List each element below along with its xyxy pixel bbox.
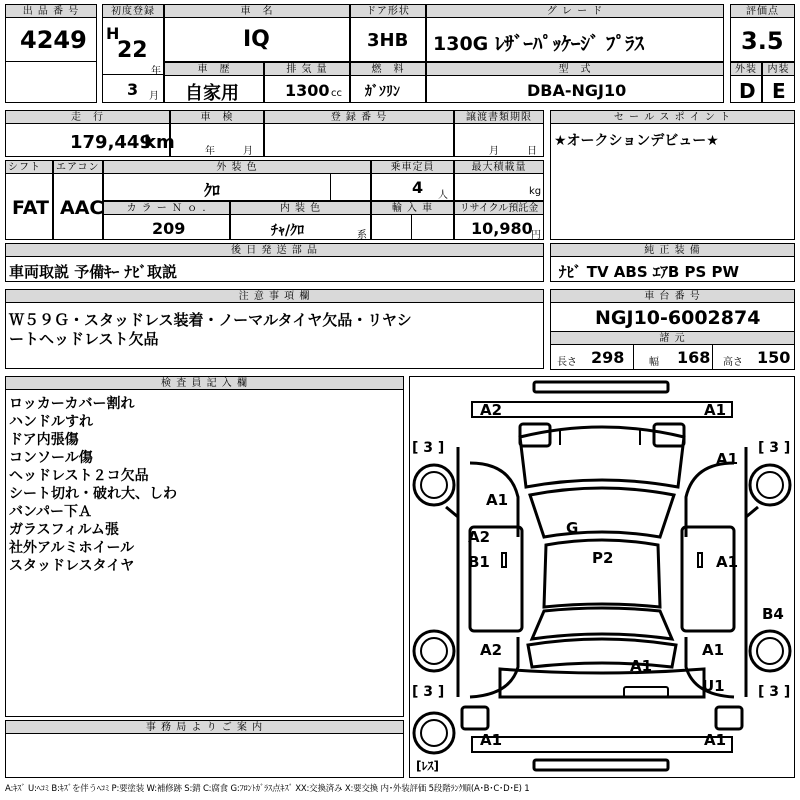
chassis-value: NGJ10-6002874 xyxy=(595,307,761,329)
model-cell xyxy=(426,75,724,103)
car-name-header: 車 名 xyxy=(164,4,350,18)
car-diagram xyxy=(409,376,795,778)
color-value: ｸﾛ xyxy=(204,181,221,200)
label-tire-fl: [ 3 ] xyxy=(412,440,445,456)
score-value: 3.5 xyxy=(741,27,784,55)
int-color-cell xyxy=(230,214,371,240)
lot-no-blank xyxy=(5,61,97,103)
notes-line-2: ートヘッドレスト欠品 xyxy=(9,330,159,348)
lot-no-header: 出 品 番 号 xyxy=(5,4,97,18)
label-spare: [ﾚｽ] xyxy=(416,759,439,773)
exterior-value: D xyxy=(739,79,756,103)
grade-header: グ レ ー ド xyxy=(426,4,724,18)
label-hood: A1 xyxy=(486,491,509,509)
door-value: 3HB xyxy=(367,30,409,51)
shift-header: シフト xyxy=(5,160,53,174)
later-parts-header: 後 日 発 送 部 品 xyxy=(5,243,544,257)
label-rear-bumper-right: U1 xyxy=(702,677,725,695)
genuine-cell xyxy=(550,256,795,282)
inspector-note: ドア内張傷 xyxy=(9,432,79,448)
inspection-header: 車 検 xyxy=(170,110,264,124)
label-trunk: A1 xyxy=(630,657,653,675)
mileage-unit: km xyxy=(144,132,175,153)
import-divider xyxy=(371,214,412,240)
legend: A:ｷｽﾞ U:ﾍｺﾐ B:ｷｽﾞを伴うﾍｺﾐ P:要塗装 W:補修跡 S:錆 C:腐食 G:ﾌﾛﾝﾄｶﾞﾗｽ点ｷｽﾞ XX:交換済み X:要交換 内･外装評価 5段階ﾗﾝｸ順(A･B･C･D･E) 1 xyxy=(5,784,530,794)
mileage-cell xyxy=(5,123,175,157)
inspector-note: バンパー下Ａ xyxy=(9,504,93,520)
inspector-note: ロッカーカバー割れ xyxy=(9,396,135,412)
label-tire-rl: [ 3 ] xyxy=(412,684,445,700)
exterior-cell xyxy=(730,75,762,103)
max-load-unit: kg xyxy=(529,186,542,197)
year-value: 22 xyxy=(117,38,148,63)
label-roof: P2 xyxy=(592,549,614,567)
later-parts-cell xyxy=(5,256,544,282)
sales-point-value: ★オークションデビュー★ xyxy=(554,133,719,149)
genuine-header: 純 正 装 備 xyxy=(550,243,795,257)
label-front-left: A2 xyxy=(480,401,503,419)
label-bottom-right: A1 xyxy=(704,731,727,749)
mileage-header: 走 行 xyxy=(5,110,170,124)
year-unit: 年 xyxy=(151,66,161,77)
label-rear-left: A2 xyxy=(480,641,503,659)
inspector-note: シート切れ・破れ大、しわ xyxy=(9,486,177,502)
lot-no-value: 4249 xyxy=(20,26,87,54)
label-door-left-b: B1 xyxy=(468,553,490,571)
interior-cell xyxy=(762,75,795,103)
inspector-cell xyxy=(5,389,404,717)
inspector-note: スタッドレスタイヤ xyxy=(9,558,135,574)
width-value: 168 xyxy=(677,348,711,367)
fuel-value: ｶﾞｿﾘﾝ xyxy=(365,84,400,100)
sales-point-header: セ ー ル ス ポ イ ン ト xyxy=(550,110,795,124)
label-fender-fr: A1 xyxy=(716,450,739,468)
recycle-header: リサイクル預託金 xyxy=(454,201,544,215)
car-outline xyxy=(410,377,794,777)
inspector-note: ハンドルすれ xyxy=(9,414,93,430)
inspector-note: コンソール傷 xyxy=(9,450,93,466)
transfer-day-unit: 日 xyxy=(527,146,537,157)
specs-header: 諸 元 xyxy=(550,331,795,345)
recycle-value: 10,980 xyxy=(471,219,533,238)
history-cell xyxy=(164,75,264,103)
recycle-unit: 円 xyxy=(531,230,541,241)
capacity-unit: 人 xyxy=(438,190,448,201)
car-name-cell xyxy=(164,17,350,62)
color-no-value: 209 xyxy=(152,219,186,238)
transfer-header: 譲渡書類期限 xyxy=(454,110,544,124)
label-rear-right: A1 xyxy=(702,641,725,659)
inspector-header: 検 査 員 記 入 欄 xyxy=(5,376,404,390)
lot-no-cell xyxy=(5,17,97,62)
inspector-note: ガラスフィルム張 xyxy=(9,522,119,538)
capacity-header: 乗車定員 xyxy=(371,160,454,174)
exterior-header: 外装 xyxy=(730,62,762,76)
height-value: 150 xyxy=(757,348,791,367)
mileage-value: 179,449 xyxy=(70,132,152,153)
recycle-cell xyxy=(454,214,544,240)
int-color-unit: 系 xyxy=(357,230,367,241)
transfer-cell xyxy=(454,123,544,157)
grade-value: 130G ﾚｻﾞｰﾊﾟｯｹｰｼﾞ ﾌﾟﾗｽ xyxy=(433,33,644,55)
history-value: 自家用 xyxy=(185,83,239,104)
height-label: 高さ xyxy=(723,357,743,368)
interior-value: E xyxy=(772,79,786,103)
grade-cell xyxy=(426,17,724,62)
length-value: 298 xyxy=(591,348,625,367)
transfer-month-unit: 月 xyxy=(489,146,499,157)
import-header: 輸 入 車 xyxy=(371,201,454,215)
reg-no-cell xyxy=(264,123,454,157)
interior-header: 内装 xyxy=(762,62,795,76)
label-tire-fr: [ 3 ] xyxy=(758,440,791,456)
first-reg-month-cell xyxy=(102,74,164,103)
office-header: 事 務 局 よ り ご 案 内 xyxy=(5,720,404,734)
notes-line-1: Ｗ５９Ｇ・スタッドレス装着・ノーマルタイヤ欠品・リヤシ xyxy=(9,311,412,329)
notes-cell xyxy=(5,302,544,369)
label-windshield: G xyxy=(566,519,579,537)
chassis-cell xyxy=(550,302,795,332)
aircon-value: AAC xyxy=(60,197,104,219)
displacement-unit: cc xyxy=(331,88,342,99)
capacity-value: 4 xyxy=(412,178,424,197)
sales-point-cell xyxy=(550,123,795,240)
int-color-value: ﾁｬ/ｸﾛ xyxy=(271,223,305,239)
color-divider xyxy=(330,173,371,201)
fuel-header: 燃 料 xyxy=(350,62,426,76)
first-reg-header: 初度登録 xyxy=(102,4,164,18)
aircon-cell xyxy=(53,173,103,240)
reg-no-header: 登 録 番 号 xyxy=(264,110,454,124)
inspection-cell xyxy=(170,123,264,157)
int-color-header: 内 装 色 xyxy=(230,201,371,215)
color-header: 外 装 色 xyxy=(103,160,371,174)
capacity-cell xyxy=(371,173,454,201)
later-parts-value: 車両取説 予備ｷｰ ﾅﾋﾞ取説 xyxy=(9,263,177,281)
color-no-header: カ ラ ー Ｎ ｏ . xyxy=(103,201,230,215)
label-front-right: A1 xyxy=(704,401,727,419)
label-tire-rr: [ 3 ] xyxy=(758,684,791,700)
specs-cell xyxy=(550,344,795,370)
chassis-header: 車 台 番 号 xyxy=(550,289,795,303)
model-value: DBA-NGJ10 xyxy=(527,81,627,100)
displacement-value: 1300 xyxy=(285,81,330,100)
aircon-header: エアコン xyxy=(53,160,103,174)
insp-month-unit: 月 xyxy=(243,146,253,157)
max-load-header: 最大積載量 xyxy=(454,160,544,174)
length-label: 長さ xyxy=(557,357,577,368)
label-bottom-left: A1 xyxy=(480,731,503,749)
width-label: 幅 xyxy=(649,357,659,368)
model-header: 型 式 xyxy=(426,62,724,76)
genuine-value: ﾅﾋﾞ TV ABS ｴｱB PS PW xyxy=(559,263,740,281)
inspector-list xyxy=(9,395,177,575)
inspector-note: ヘッドレスト２コ欠品 xyxy=(9,468,149,484)
month-unit: 月 xyxy=(149,91,159,102)
month-value: 3 xyxy=(127,80,139,99)
door-cell xyxy=(350,17,426,62)
fuel-cell xyxy=(350,75,426,103)
notes-header: 注 意 事 項 欄 xyxy=(5,289,544,303)
score-header: 評価点 xyxy=(730,4,795,18)
shift-cell xyxy=(5,173,53,240)
max-load-cell xyxy=(454,173,544,201)
color-no-cell xyxy=(103,214,230,240)
displacement-cell xyxy=(264,75,350,103)
car-name-value: IQ xyxy=(243,27,270,52)
inspector-note: 社外アルミホイール xyxy=(9,540,135,556)
history-header: 車 歴 xyxy=(164,62,264,76)
first-reg-year-cell xyxy=(102,17,164,75)
label-door-left-a: A2 xyxy=(468,528,491,546)
score-cell xyxy=(730,17,795,62)
office-cell xyxy=(5,733,404,778)
shift-value: FAT xyxy=(12,197,49,219)
era-value: H xyxy=(106,24,120,43)
insp-year-unit: 年 xyxy=(205,146,215,157)
label-door-right: A1 xyxy=(716,553,739,571)
displacement-header: 排 気 量 xyxy=(264,62,350,76)
label-right-rear-quarter: B4 xyxy=(762,605,784,623)
door-header: ドア形状 xyxy=(350,4,426,18)
